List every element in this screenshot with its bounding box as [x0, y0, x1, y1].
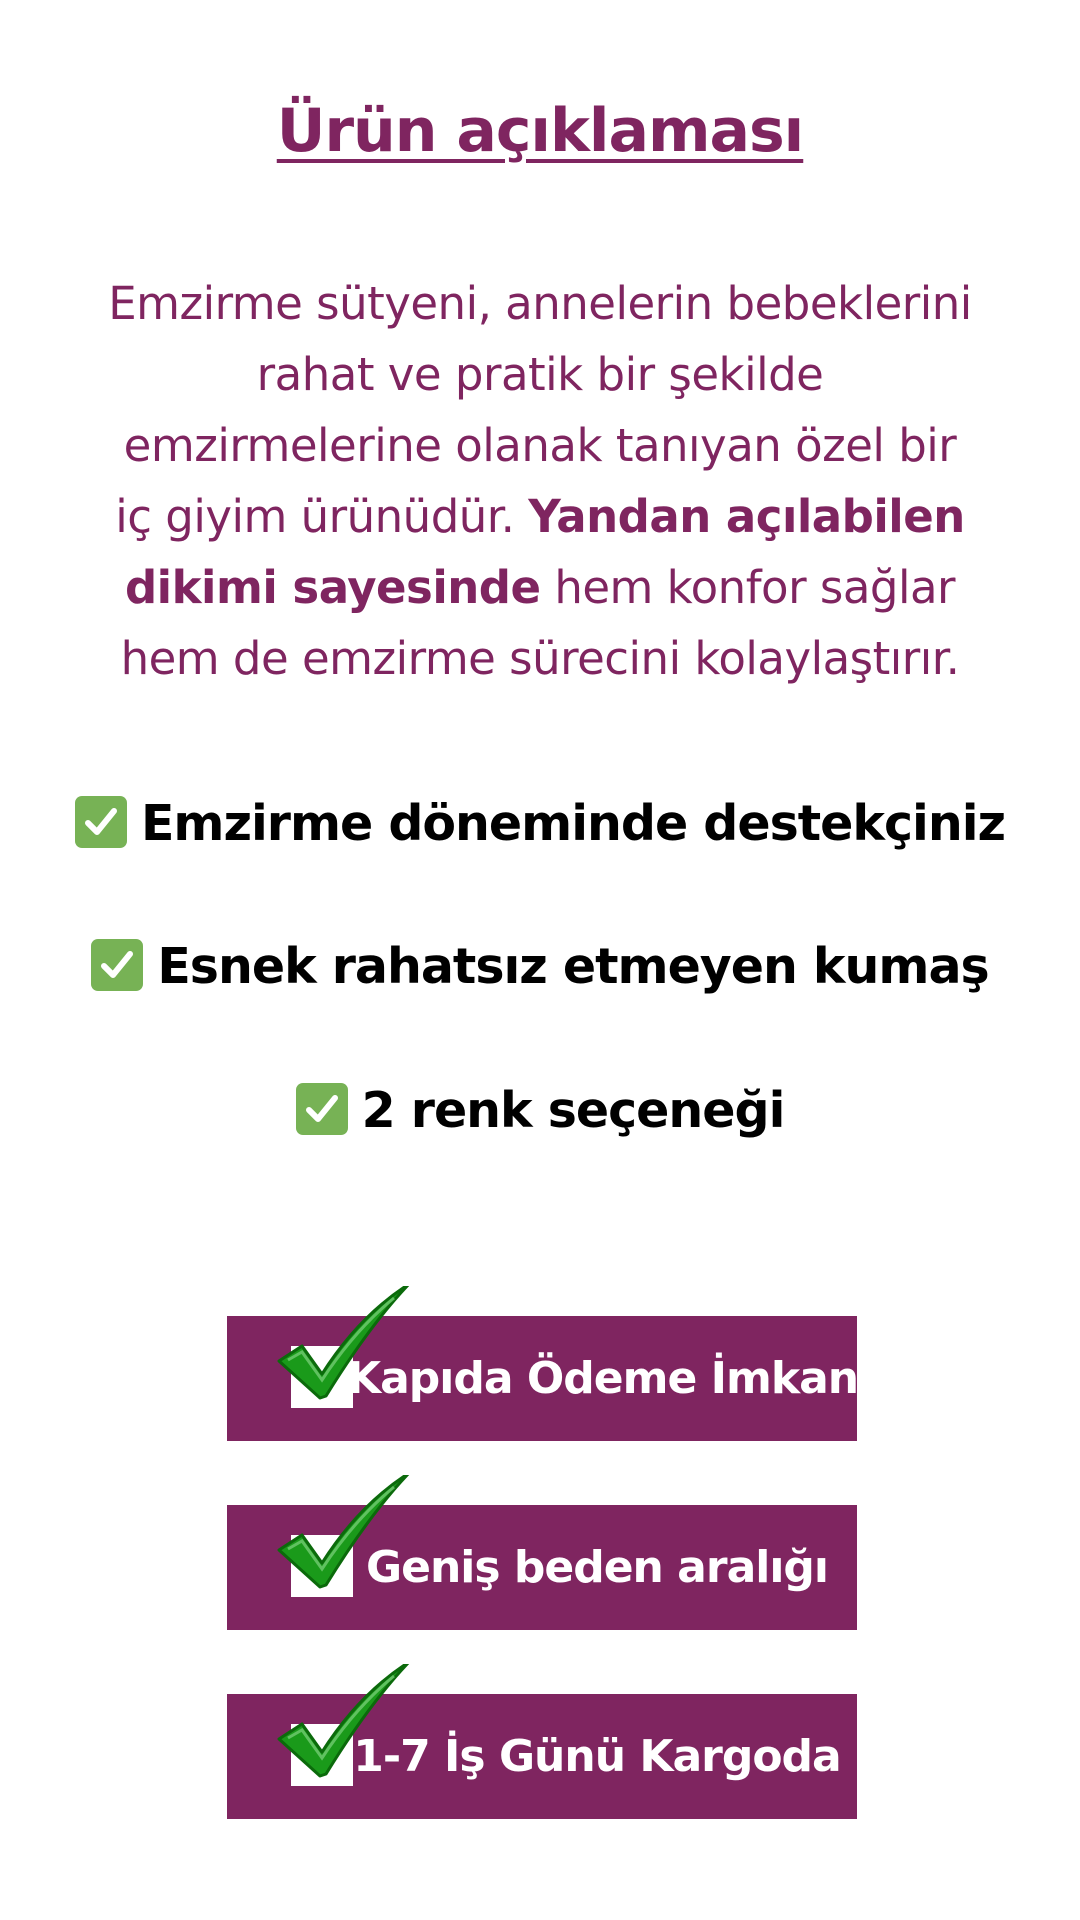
- badge-label: Kapıda Ödeme İmkanı: [347, 1353, 873, 1404]
- description-text-end: hem konfor sağlar hem de emzirme sürecini kolaylaştırır.: [120, 561, 960, 685]
- feature-text: Esnek rahatsız etmeyen kumaş: [157, 938, 989, 995]
- feature-item: [0, 1082, 1080, 1139]
- badge-cash-on-delivery: [227, 1316, 873, 1441]
- feature-text: Emzirme döneminde destekçiniz: [140, 795, 1006, 852]
- check-mark-button-icon: [91, 939, 143, 991]
- check-mark-button-icon: [75, 796, 127, 848]
- description-bold-text: Yandan açılabilen dikimi sayesinde: [124, 490, 965, 614]
- product-description: [100, 268, 980, 694]
- feature-item: [0, 795, 1080, 852]
- badge-label: 1-7 İş Günü Kargoda: [353, 1731, 841, 1782]
- badge-label: Geniş beden aralığı: [365, 1542, 828, 1593]
- description-text: Emzirme sütyeni, annelerin bebeklerini rahat ve pratik bir şekilde emzirmelerine olanak tanıyan özel bir iç giyim ürünüdür.: [108, 277, 972, 543]
- feature-text: 2 renk seçeneği: [361, 1082, 785, 1139]
- badge-shipping-time: [227, 1694, 857, 1819]
- page-title: Ürün açıklaması: [276, 96, 804, 166]
- check-mark-button-icon: [296, 1083, 348, 1135]
- feature-item: [0, 938, 1080, 995]
- badge-wide-size-range: [227, 1505, 857, 1630]
